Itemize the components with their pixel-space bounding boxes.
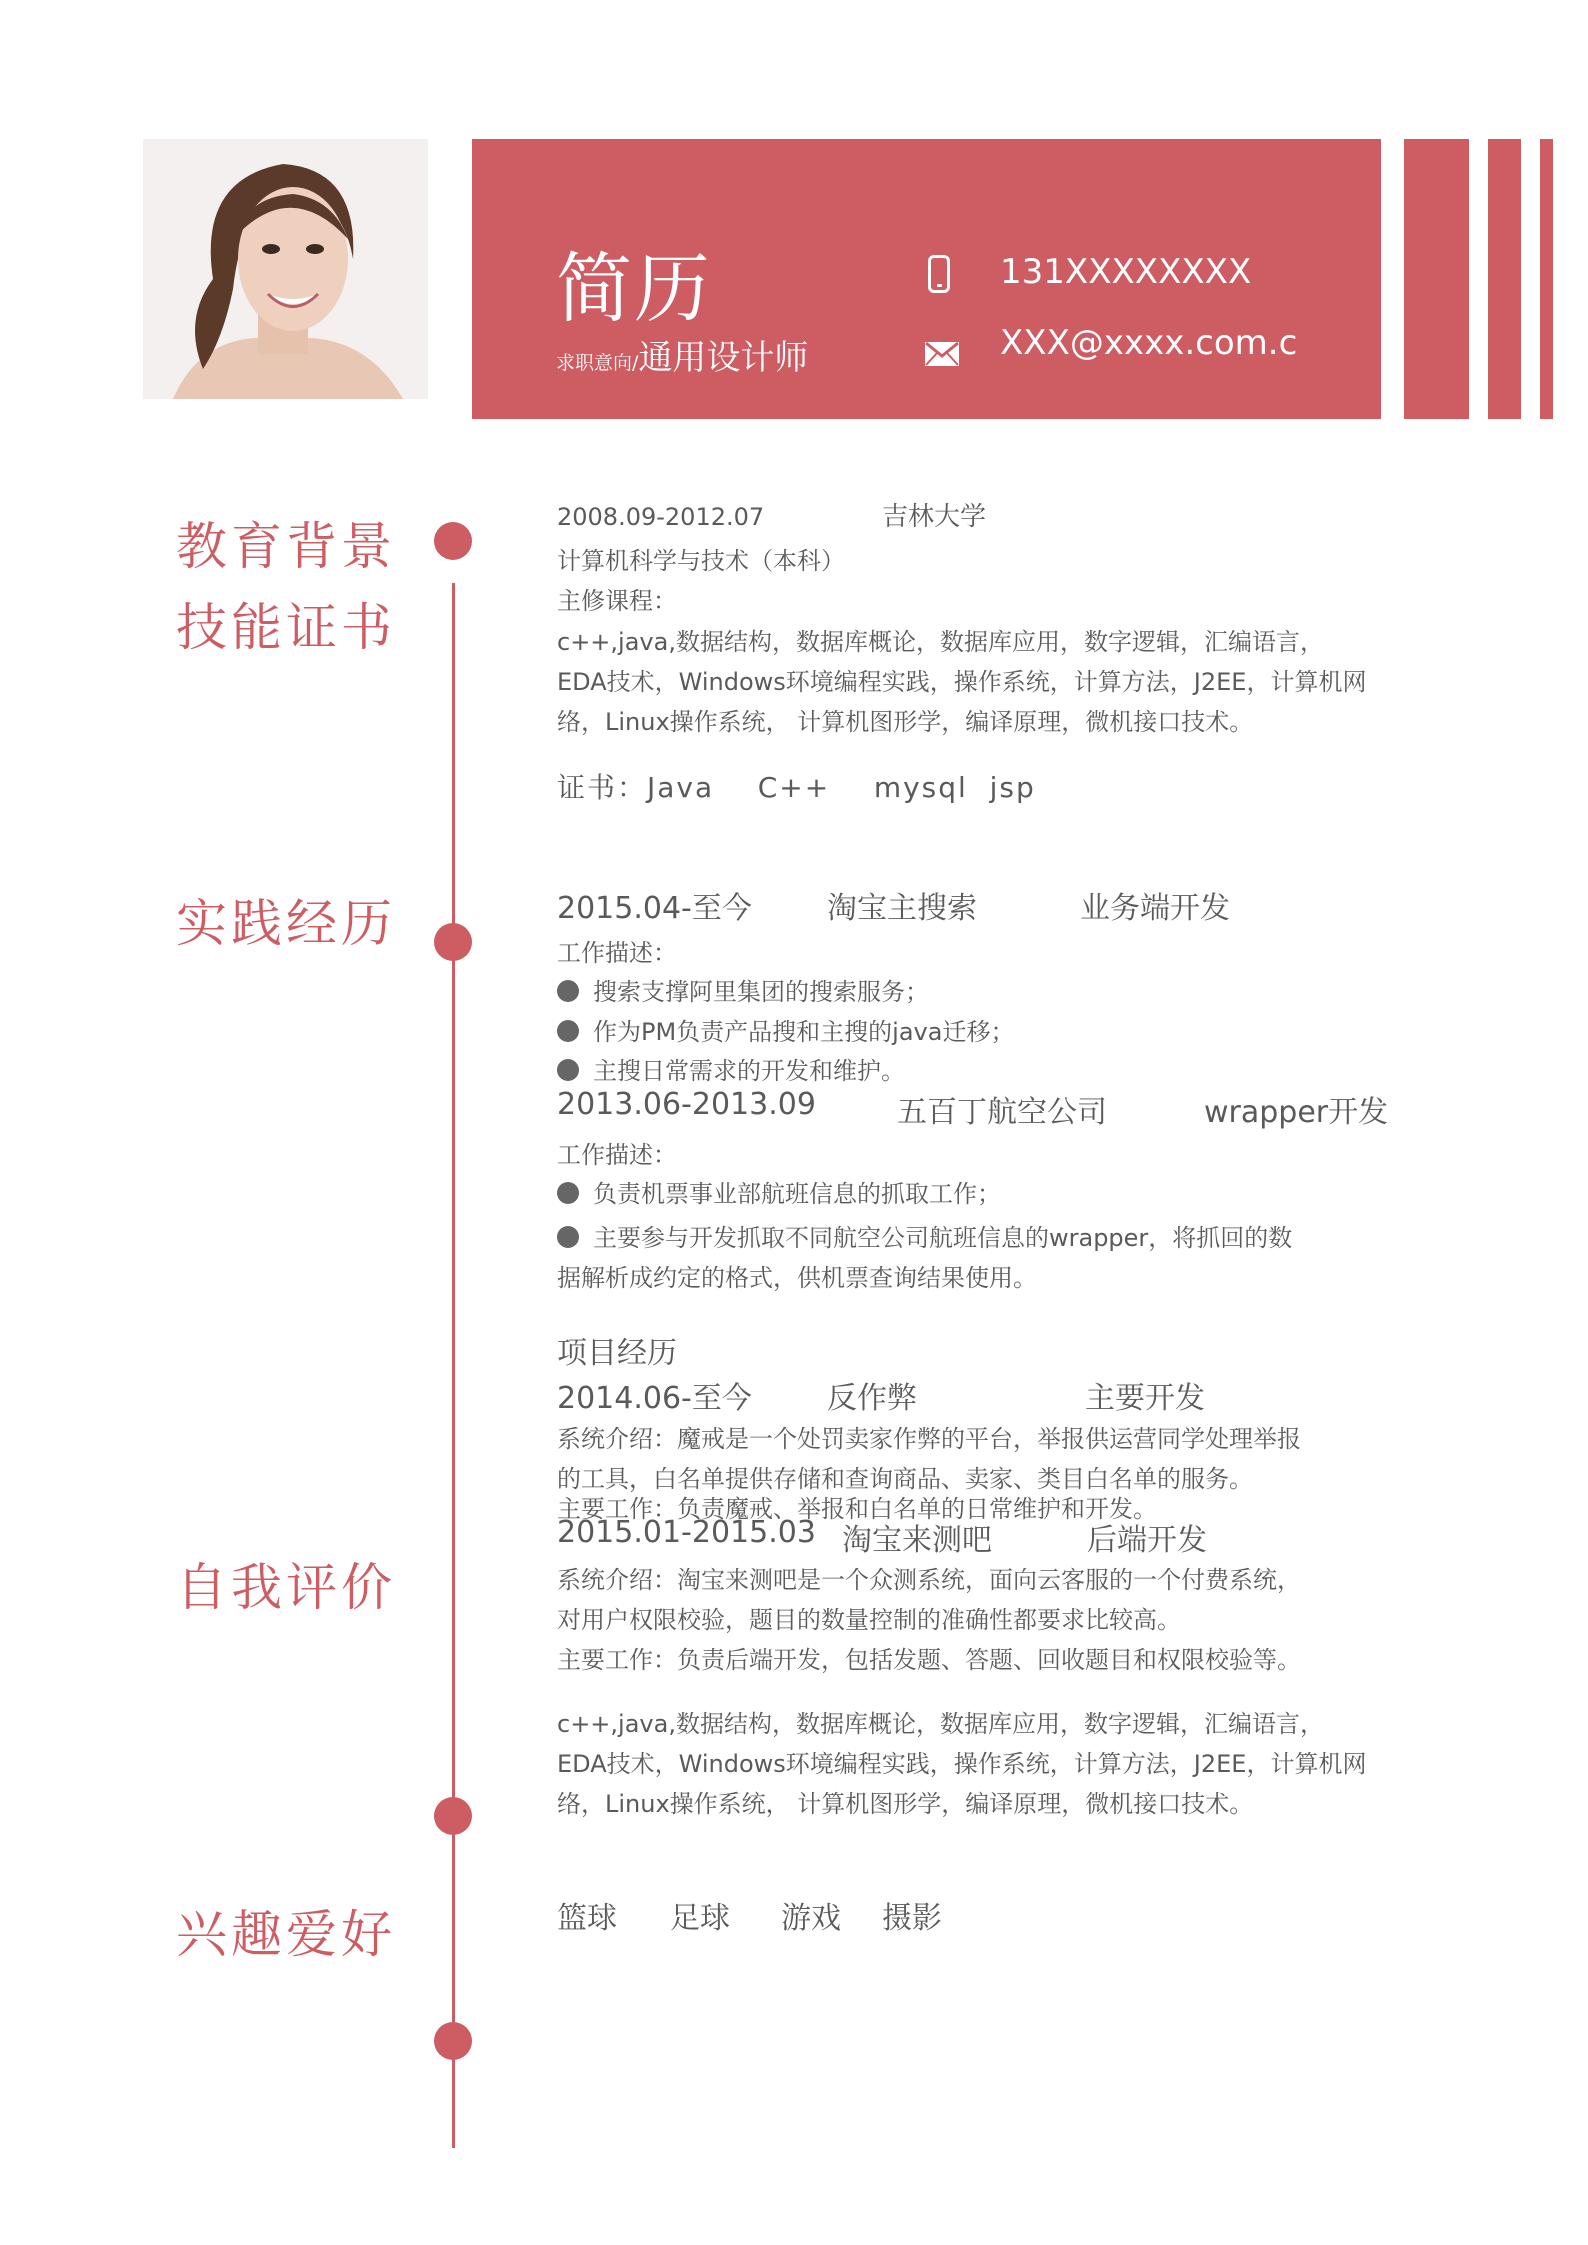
section-hobbies: 兴趣爱好 <box>176 1906 397 1965</box>
job-period: 2015.04-至今 <box>557 891 752 926</box>
hobby-item: 摄影 <box>882 1901 942 1936</box>
project-period: 2014.06-至今 <box>557 1381 752 1416</box>
hobby-item: 游戏 <box>781 1901 841 1936</box>
education-period: 2008.09-2012.07 <box>557 503 765 531</box>
project-line: 主要工作：负责魔戒、举报和白名单的日常维护和开发。 <box>557 1495 1157 1523</box>
education-school: 吉林大学 <box>882 502 987 532</box>
resume-title: 简历 <box>556 244 712 333</box>
project-line: 系统介绍：魔戒是一个处罚卖家作弊的平台，举报供运营同学处理举报 <box>557 1425 1301 1453</box>
bullet-dot <box>557 1182 579 1204</box>
job-desc-label: 工作描述： <box>557 939 677 967</box>
bullet-dot <box>557 980 579 1002</box>
job-continuation: 据解析成约定的格式，供机票查询结果使用。 <box>557 1264 1037 1292</box>
bullet-text: 作为PM负责产品搜和主搜的java迁移； <box>593 1018 1015 1046</box>
job-intent-value: 通用设计师 <box>638 338 809 378</box>
hobby-item: 足球 <box>670 1901 730 1936</box>
timeline-dot <box>434 923 472 961</box>
bullet-dot <box>557 1020 579 1042</box>
hobbies-list <box>557 1893 1157 1937</box>
project-row <box>557 1373 1387 1417</box>
timeline-dot <box>434 2022 472 2060</box>
project-desc <box>557 1419 1387 1499</box>
job-bullet <box>557 972 929 1012</box>
job-role: wrapper开发 <box>1204 1095 1389 1130</box>
project-period: 2015.01-2015.03 <box>557 1515 816 1550</box>
projects-heading: 项目经历 <box>557 1336 677 1371</box>
courses-line: c++,java,数据结构，数据库概论，数据库应用，数字逻辑，汇编语言， <box>557 628 1324 656</box>
job-desc-label: 工作描述： <box>557 1141 677 1169</box>
courses-list <box>557 622 1387 742</box>
courses-label: 主修课程： <box>557 587 677 615</box>
section-self-eval: 自我评价 <box>176 1559 397 1618</box>
section-practice: 实践经历 <box>176 895 397 954</box>
bullet-dot <box>557 1059 579 1081</box>
header-stripe <box>1488 139 1521 419</box>
project-line: 系统介绍：淘宝来测吧是一个众测系统，面向云客服的一个付费系统， <box>557 1566 1301 1594</box>
section-education: 教育背景 <box>176 518 397 577</box>
project-line: 主要工作：负责后端开发，包括发题、答题、回收题目和权限校验等。 <box>557 1646 1301 1674</box>
job-bullet <box>557 1012 1014 1052</box>
courses-line: EDA技术，Windows环境编程实践，操作系统，计算方法，J2EE，计算机网 <box>557 668 1367 696</box>
mail-icon <box>924 341 960 371</box>
self-eval-line: 络，Linux操作系统， 计算机图形学，编译原理，微机接口技术。 <box>557 1790 1254 1818</box>
self-eval-text <box>557 1704 1417 1824</box>
job-period: 2013.06-2013.09 <box>557 1087 816 1122</box>
job-row <box>557 883 1387 927</box>
project-role: 主要开发 <box>1085 1381 1205 1416</box>
education-major: 计算机科学与技术（本科） <box>557 547 845 575</box>
profile-photo <box>143 139 428 399</box>
project-name: 淘宝来测吧 <box>842 1523 992 1558</box>
bullet-text: 主搜日常需求的开发和维护。 <box>593 1057 905 1085</box>
certificates: 证书：Java C++ mysql jsp <box>557 771 1036 804</box>
job-company: 淘宝主搜索 <box>827 891 977 926</box>
timeline-dot <box>434 522 472 560</box>
job-role: 业务端开发 <box>1080 891 1230 926</box>
job-company: 五百丁航空公司 <box>897 1095 1107 1130</box>
job-bullet <box>557 1174 1001 1214</box>
project-row <box>557 1515 1387 1559</box>
header-stripe <box>1540 139 1553 419</box>
timeline-dot <box>434 1797 472 1835</box>
project-desc <box>557 1560 1387 1680</box>
bullet-text: 负责机票事业部航班信息的抓取工作； <box>593 1180 1001 1208</box>
self-eval-line: c++,java,数据结构，数据库概论，数据库应用，数字逻辑，汇编语言， <box>557 1710 1324 1738</box>
bullet-text: 搜索支撑阿里集团的搜索服务； <box>593 978 929 1006</box>
phone-icon <box>928 255 950 293</box>
job-bullet <box>557 1051 905 1091</box>
bullet-text: 主要参与开发抓取不同航空公司航班信息的wrapper，将抓回的数 <box>593 1224 1293 1252</box>
bullet-dot <box>557 1226 579 1248</box>
education-row <box>557 497 1357 537</box>
section-skills: 技能证书 <box>176 599 397 658</box>
project-name: 反作弊 <box>827 1381 917 1416</box>
header-stripe <box>1404 139 1469 419</box>
job-row <box>557 1087 1387 1131</box>
email-address: XXX@xxxx.com.c <box>1000 323 1298 363</box>
self-eval-line: EDA技术，Windows环境编程实践，操作系统，计算方法，J2EE，计算机网 <box>557 1750 1367 1778</box>
job-intent <box>556 330 808 379</box>
phone-number: 131XXXXXXXX <box>1000 252 1252 292</box>
timeline-line <box>452 583 455 2148</box>
courses-line: 络，Linux操作系统， 计算机图形学，编译原理，微机接口技术。 <box>557 708 1254 736</box>
job-bullet <box>557 1218 1292 1258</box>
hobby-item: 篮球 <box>557 1901 617 1936</box>
project-line: 的工具，白名单提供存储和查询商品、卖家、类目白名单的服务。 <box>557 1465 1253 1493</box>
job-intent-label: 求职意向/ <box>556 352 639 374</box>
project-role: 后端开发 <box>1087 1523 1207 1558</box>
project-line: 对用户权限校验，题目的数量控制的准确性都要求比较高。 <box>557 1606 1181 1634</box>
